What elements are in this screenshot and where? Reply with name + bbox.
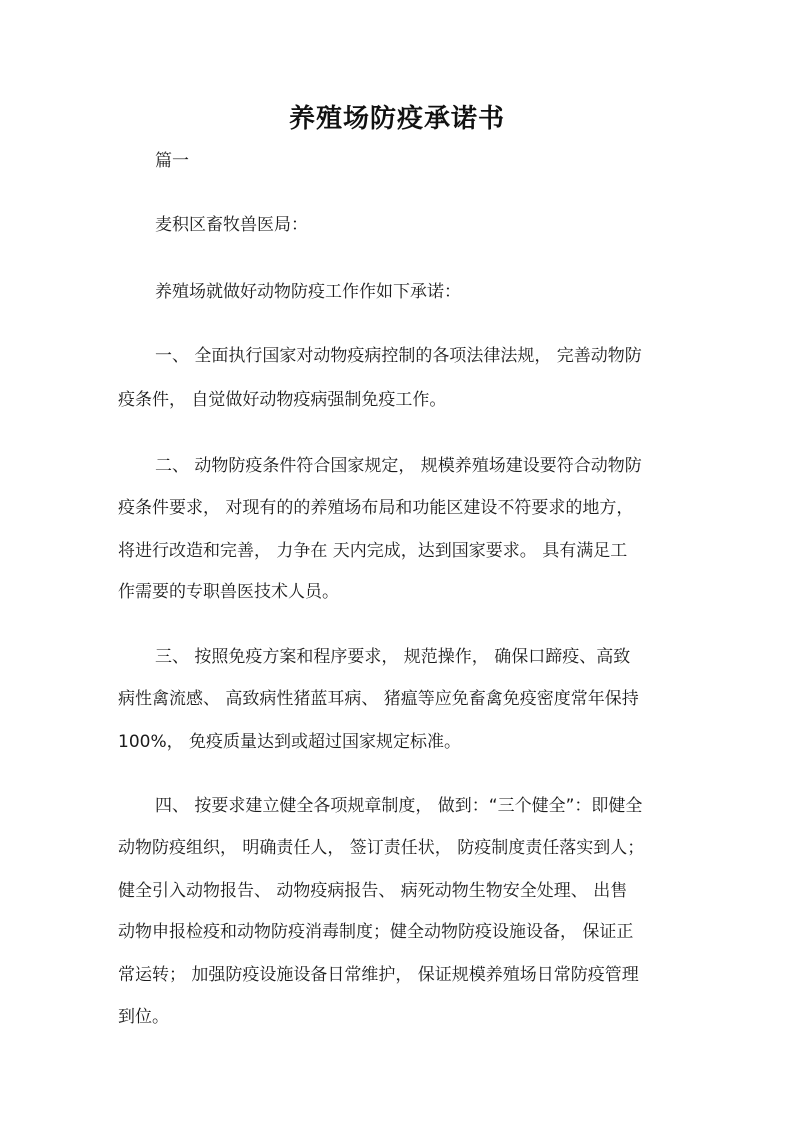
paragraph-1-line-2: 疫条件， 自觉做好动物疫病强制免疫工作。 bbox=[118, 390, 447, 410]
paragraph-2-line-2: 疫条件要求， 对现有的的养殖场布局和功能区建设不符要求的地方， bbox=[118, 498, 634, 518]
section-label: 篇一 bbox=[155, 151, 189, 171]
paragraph-3-line-3: 100%， 免疫质量达到或超过国家规定标准。 bbox=[118, 732, 462, 752]
addressee: 麦积区畜牧兽医局： bbox=[155, 215, 308, 235]
intro-line: 养殖场就做好动物防疫工作作如下承诺： bbox=[155, 282, 461, 302]
paragraph-4-line-5: 常运转； 加强防疫设施设备日常维护， 保证规模养殖场日常防疫管理 bbox=[118, 965, 639, 985]
paragraph-4-line-4: 动物申报检疫和动物防疫消毒制度；健全动物防疫设施设备， 保证正 bbox=[118, 922, 634, 942]
paragraph-4-line-2: 动物防疫组织， 明确责任人， 签订责任状， 防疫制度责任落实到人； bbox=[118, 838, 645, 858]
paragraph-2-line-4: 作需要的专职兽医技术人员。 bbox=[118, 582, 339, 602]
paragraph-1-line-1: 一、 全面执行国家对动物疫病控制的各项法律法规， 完善动物防 bbox=[155, 346, 642, 366]
paragraph-2-line-3: 将进行改造和完善， 力争在 天内完成，达到国家要求。 具有满足工 bbox=[118, 541, 628, 561]
paragraph-4-line-1: 四、 按要求建立健全各项规章制度， 做到：“三个健全”：即健全 bbox=[155, 796, 643, 816]
document-title: 养殖场防疫承诺书 bbox=[288, 104, 505, 134]
paragraph-3-line-2: 病性禽流感、 高致病性猪蓝耳病、 猪瘟等应免畜禽免疫密度常年保持 bbox=[118, 689, 639, 709]
paragraph-3-line-1: 三、 按照免疫方案和程序要求， 规范操作， 确保口蹄疫、高致 bbox=[155, 647, 631, 667]
paragraph-4-line-3: 健全引入动物报告、 动物疫病报告、 病死动物生物安全处理、 出售 bbox=[118, 881, 628, 901]
paragraph-2-line-1: 二、 动物防疫条件符合国家规定， 规模养殖场建设要符合动物防 bbox=[155, 456, 642, 476]
paragraph-4-line-6: 到位。 bbox=[118, 1007, 169, 1027]
